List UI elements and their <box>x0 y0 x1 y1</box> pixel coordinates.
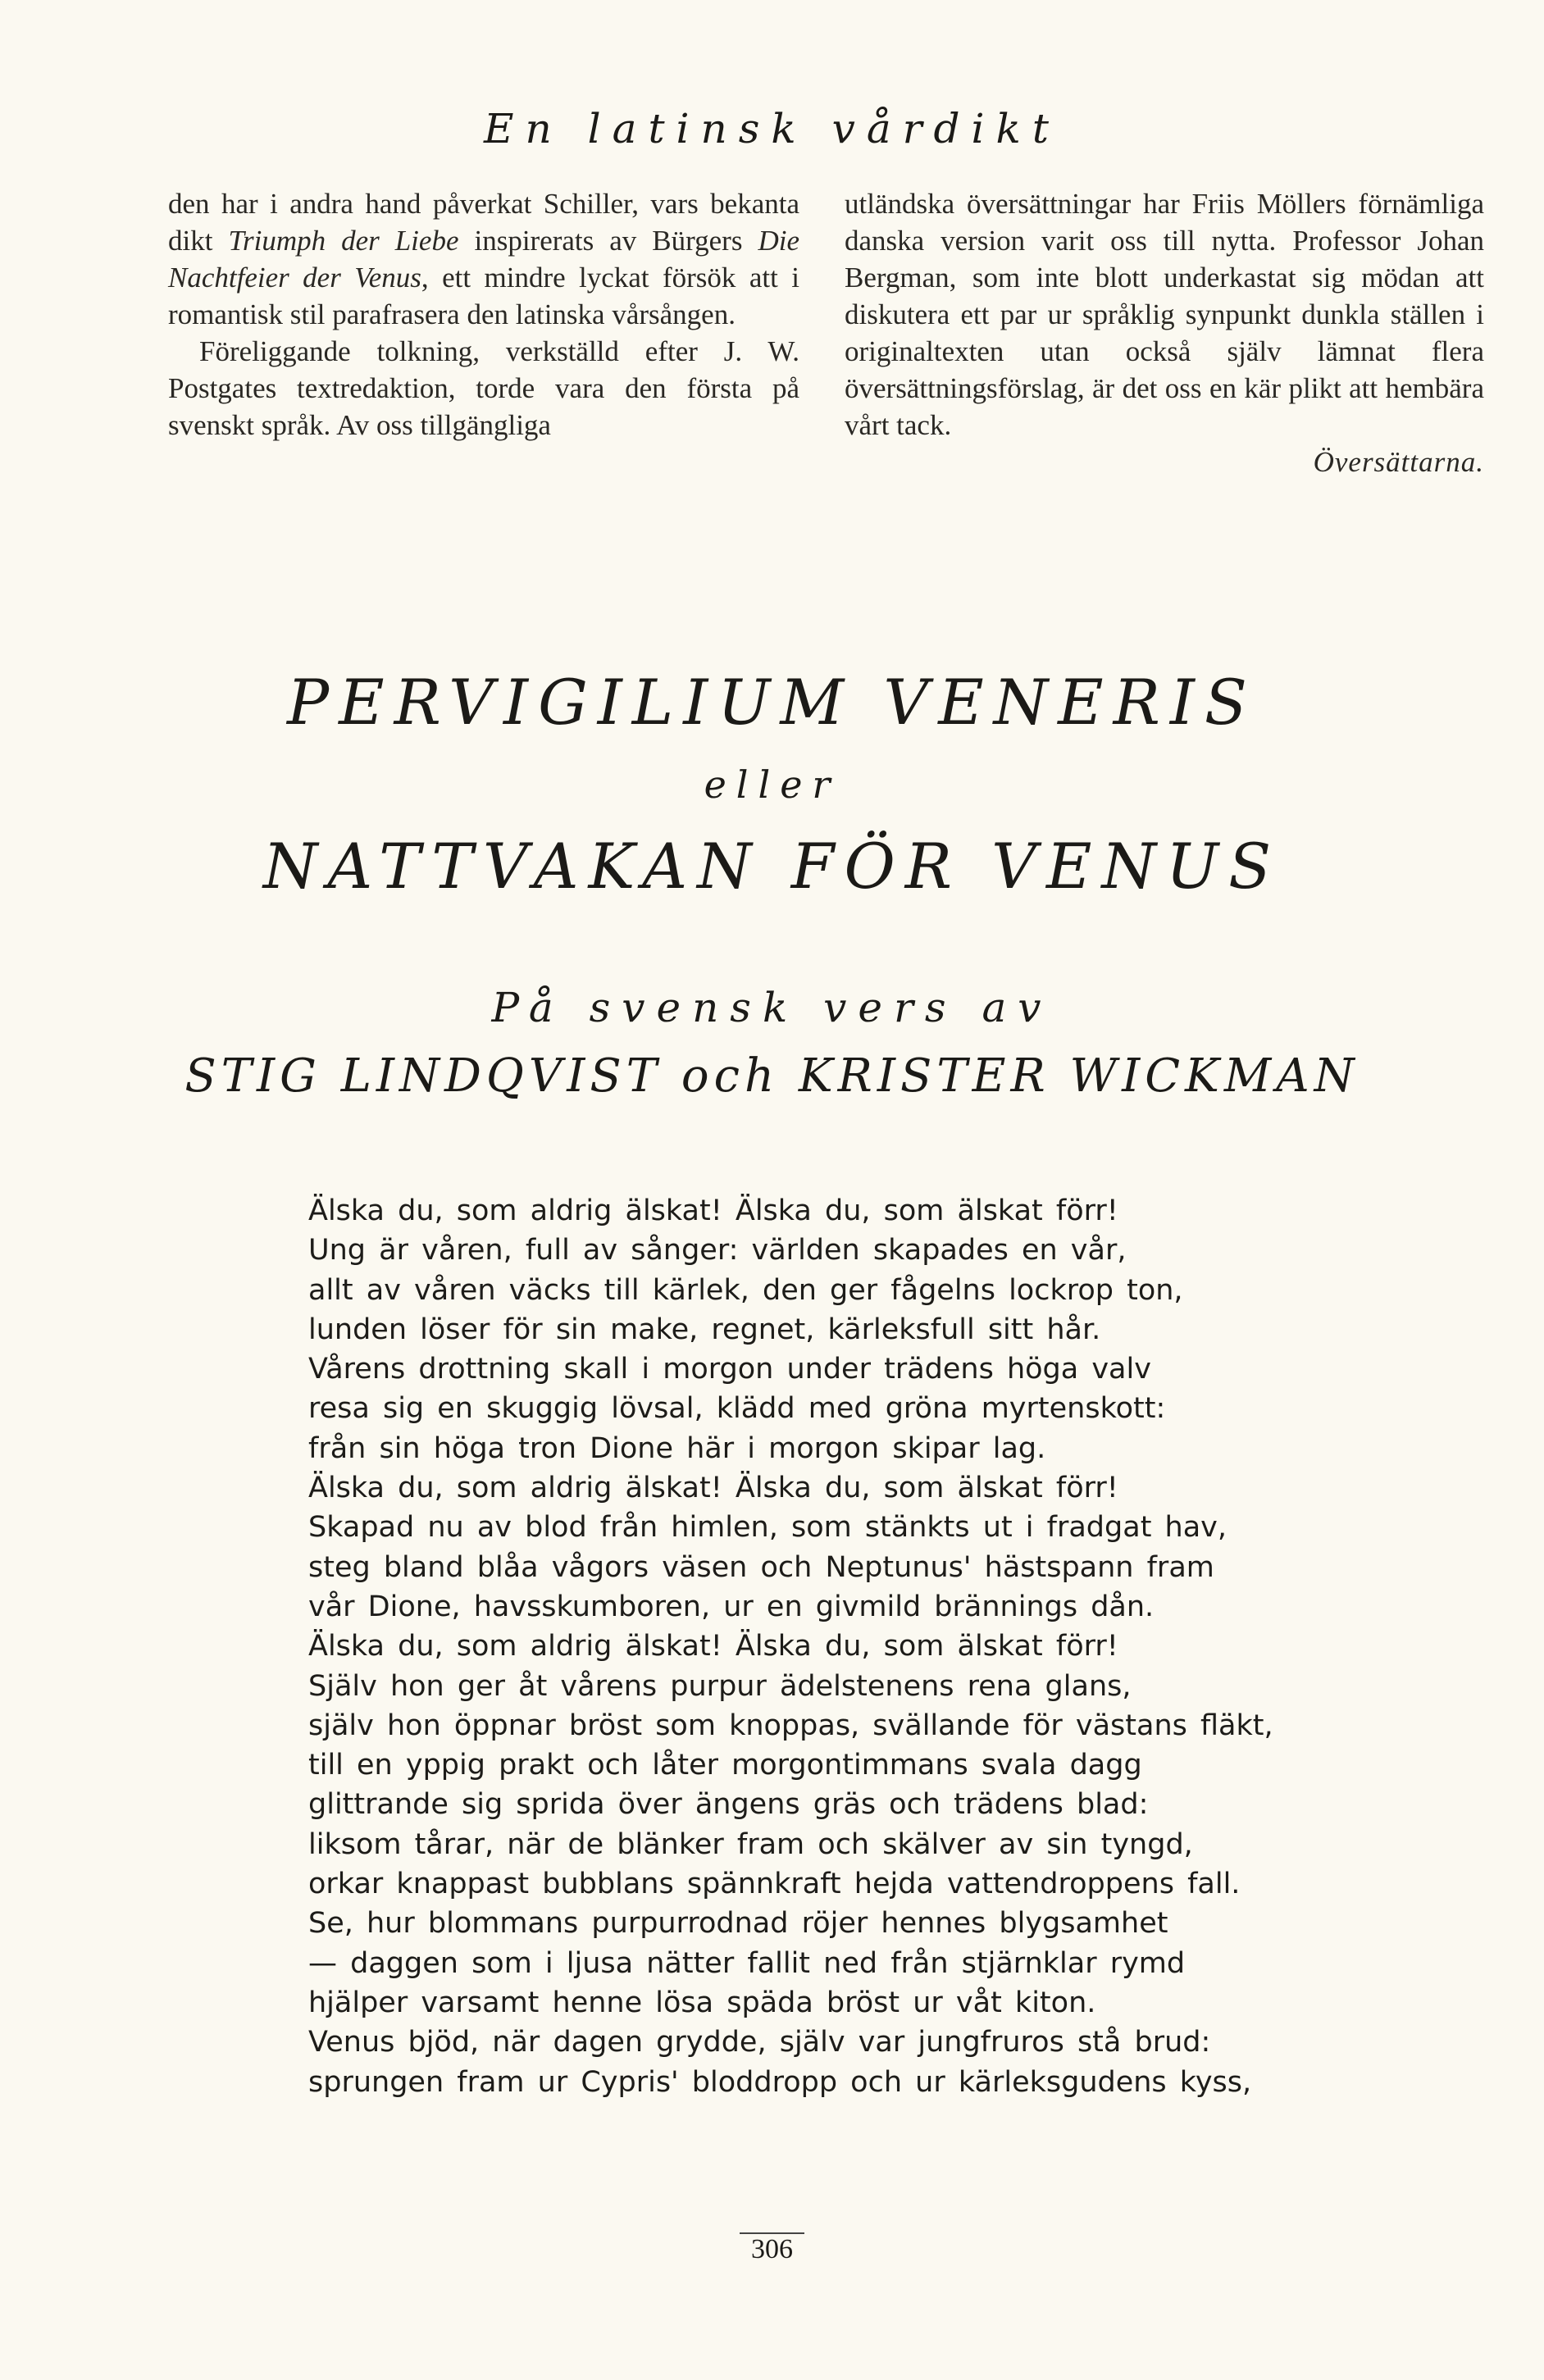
work-title-triumph: Triumph der Liebe <box>228 225 459 257</box>
intro-right-column <box>845 185 1484 480</box>
poem-line: Älska du, som aldrig älskat! Älska du, som älskat förr! <box>308 1472 1118 1505</box>
poem-line: Älska du, som aldrig älskat! Älska du, som älskat förr! <box>308 1630 1118 1663</box>
intro-paragraph-2: Föreliggande tolkning, verkställd efter J. W. Postgates textredaktion, torde vara den första på svenskt språk. Av oss tillgängliga <box>168 335 799 441</box>
poem-line: Själv hon ger åt vårens purpur ädelstenens rena glans, <box>308 1669 1132 1703</box>
poem-line: själv hon öppnar bröst som knoppas, svällande för västans fläkt, <box>308 1709 1273 1742</box>
poem-line: Skapad nu av blod från himlen, som stänkts ut i fradgat hav, <box>308 1511 1227 1545</box>
running-head: En latinsk vårdikt <box>484 105 1060 152</box>
poem-line: allt av våren väcks till kärlek, den ger fågelns lockrop ton, <box>308 1273 1183 1307</box>
translators-signature: Översättarna. <box>1313 446 1484 478</box>
intro-paragraph-3: utländska översättningar har Friis Möllers förnämliga danska version varit oss till nytta. Professor Johan Bergman, som inte blott underkastat sig mödan att diskutera ett par ur språklig synpunkt dunkla ställen i originaltexten utan också själv lämnat flera översättningsförslag, är det oss en kär plikt att hembära vårt tack. <box>845 188 1484 441</box>
poem-line: Se, hur blommans purpurrodnad röjer hennes blygsamhet <box>308 1907 1168 1941</box>
poem-line: Vårens drottning skall i morgon under trädens höga valv <box>308 1353 1151 1386</box>
poem-line: från sin höga tron Dione här i morgon skipar lag. <box>308 1431 1046 1465</box>
poem-line: sprungen fram ur Cypris' bloddropp och ur kärleksgudens kyss, <box>308 2065 1252 2099</box>
poem-line: resa sig en skuggig lövsal, klädd med gröna myrtenskott: <box>308 1392 1166 1426</box>
intro-paragraph-1: den har i andra hand påverkat Schiller, vars bekanta dikt Triumph der Liebe inspirerats av Bürgers Die Nachtfeier der Venus, ett mindre lyckat försök att i romantisk stil parafrasera den latinska vårsången. <box>168 188 799 330</box>
title-conjunction: eller <box>704 762 840 807</box>
poem-line: till en yppig prakt och låter morgontimmans svala dagg <box>308 1749 1142 1782</box>
poem-line: glittrande sig sprida över ängens gräs och trädens blad: <box>308 1788 1149 1822</box>
translation-credit: På svensk vers av <box>491 984 1053 1031</box>
poem-line: lunden löser för sin make, regnet, kärleksfull sitt hår. <box>308 1313 1101 1346</box>
translators-names: STIG LINDQVIST och KRISTER WICKMAN <box>184 1049 1360 1103</box>
poem-line: Ung är våren, full av sånger: världen skapades en vår, <box>308 1234 1127 1267</box>
poem-line: hjälper varsamt henne lösa späda bröst ur våt kiton. <box>308 1986 1096 2019</box>
poem-line: liksom tårar, när de blänker fram och skälver av sin tyngd, <box>308 1827 1193 1861</box>
poem-line: Älska du, som aldrig älskat! Älska du, som älskat förr! <box>308 1195 1118 1227</box>
poem-title-swedish: NATTVAKAN FÖR VENUS <box>262 830 1282 903</box>
poem-line: Venus bjöd, när dagen grydde, själv var jungfruros stå brud: <box>308 2026 1211 2059</box>
intro-left-column <box>168 185 799 444</box>
poem-line: orkar knappast bubblans spännkraft hejda vattendroppens fall. <box>308 1868 1241 1901</box>
poem-title-latin: PERVIGILIUM VENERIS <box>287 666 1257 739</box>
poem-line: — daggen som i ljusa nätter fallit ned från stjärnklar rymd <box>308 1946 1186 1980</box>
poem-body <box>308 1191 1374 2102</box>
page-number: 306 <box>0 2234 1544 2265</box>
poem-line: steg bland blåa vågors väsen och Neptunus' hästspann fram <box>308 1550 1214 1584</box>
poem-line: vår Dione, havsskumboren, ur en givmild brännings dån. <box>308 1590 1155 1623</box>
work-title-nachtfeier: Die Nachtfeier der Venus <box>168 225 799 294</box>
